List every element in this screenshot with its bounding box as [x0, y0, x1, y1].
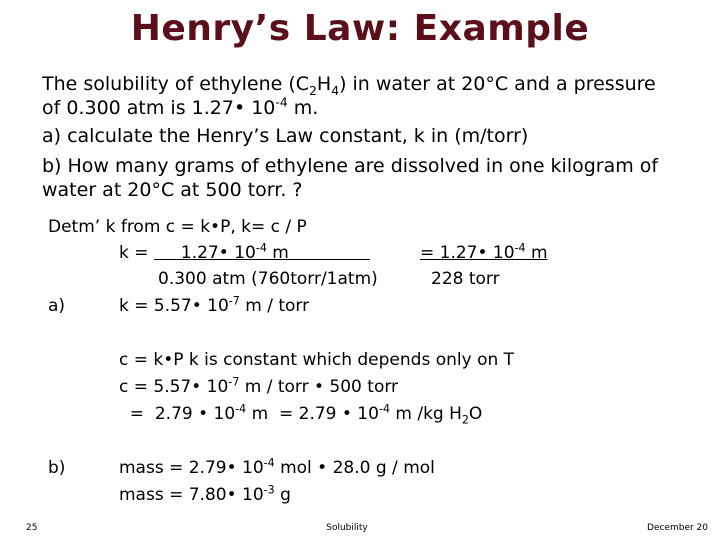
part-a-final [119, 293, 309, 319]
result-text: = 1.27• 10 [420, 243, 515, 263]
problem-text: of 0.300 atm is 1.27• 10 [42, 97, 276, 119]
part-a-fraction-numerator [119, 240, 370, 266]
problem-text: The solubility of ethylene (C [42, 73, 310, 95]
result-numerator [420, 243, 548, 263]
numerator-text: 1.27• 10 [153, 243, 256, 263]
middle-text: c = 5.57• 10 [119, 377, 229, 397]
result-text: m [525, 243, 548, 263]
final-text: m / torr [239, 296, 310, 316]
part-a-line-1: Detm’ k from c = k•P, k= c / P [48, 217, 307, 237]
final-text: k = 5.57• 10 [119, 296, 229, 316]
middle-text: = 2.79 • 10 [119, 404, 236, 424]
middle-line-3 [119, 401, 482, 427]
part-b-line-2 [119, 482, 291, 508]
problem-line-2 [42, 95, 318, 121]
problem-text: ) in water at 20°C and a pressure [339, 73, 656, 95]
superscript: -7 [228, 294, 240, 308]
subscript: 2 [309, 83, 317, 98]
middle-text: O [468, 404, 483, 424]
middle-text: m / torr • 500 torr [239, 377, 399, 397]
superscript: -4 [275, 95, 288, 110]
part-b-text: mass = 7.80• 10 [119, 485, 264, 505]
part-b-text: mass = 2.79• 10 [119, 458, 264, 478]
problem-text: H [316, 73, 332, 95]
page-number: 25 [26, 523, 38, 533]
problem-text: m. [287, 97, 319, 119]
subscript: 4 [331, 83, 340, 98]
footer-topic: Solubility [326, 523, 368, 533]
part-b-text: g [274, 485, 291, 505]
superscript: -4 [514, 241, 526, 255]
question-a: a) calculate the Henry’s Law constant, k in (m/torr) [42, 125, 529, 147]
superscript: -4 [378, 402, 390, 416]
part-a-result-denominator: 228 torr [431, 269, 500, 289]
footer-date: December 20 [647, 523, 708, 533]
k-equals: k = [119, 243, 154, 263]
part-b-line-1 [119, 455, 435, 481]
question-b-line-2: water at 20°C at 500 torr. ? [42, 179, 303, 201]
superscript: -4 [235, 402, 247, 416]
question-b-line-1: b) How many grams of ethylene are dissolved in one kilogram of [42, 155, 659, 177]
part-a-result-numerator [420, 240, 548, 266]
superscript: -3 [263, 483, 275, 497]
superscript: -4 [255, 241, 267, 255]
part-a-label: a) [48, 296, 66, 316]
part-a-fraction-denominator: 0.300 atm (760torr/1atm) [158, 269, 378, 289]
middle-text: m /kg H [389, 404, 462, 424]
middle-line-2 [119, 374, 398, 400]
problem-line-1 [42, 71, 656, 97]
slide-title: Henry’s Law: Example [130, 8, 590, 49]
numerator [154, 243, 370, 263]
numerator-text: m [266, 243, 370, 263]
middle-text: m = 2.79 • 10 [246, 404, 379, 424]
superscript: -7 [228, 375, 240, 389]
superscript: -4 [263, 456, 275, 470]
part-b-text: mol • 28.0 g / mol [274, 458, 435, 478]
middle-line-1: c = k•P k is constant which depends only on T [119, 350, 515, 370]
subscript: 2 [461, 413, 469, 427]
part-b-label: b) [48, 458, 66, 478]
